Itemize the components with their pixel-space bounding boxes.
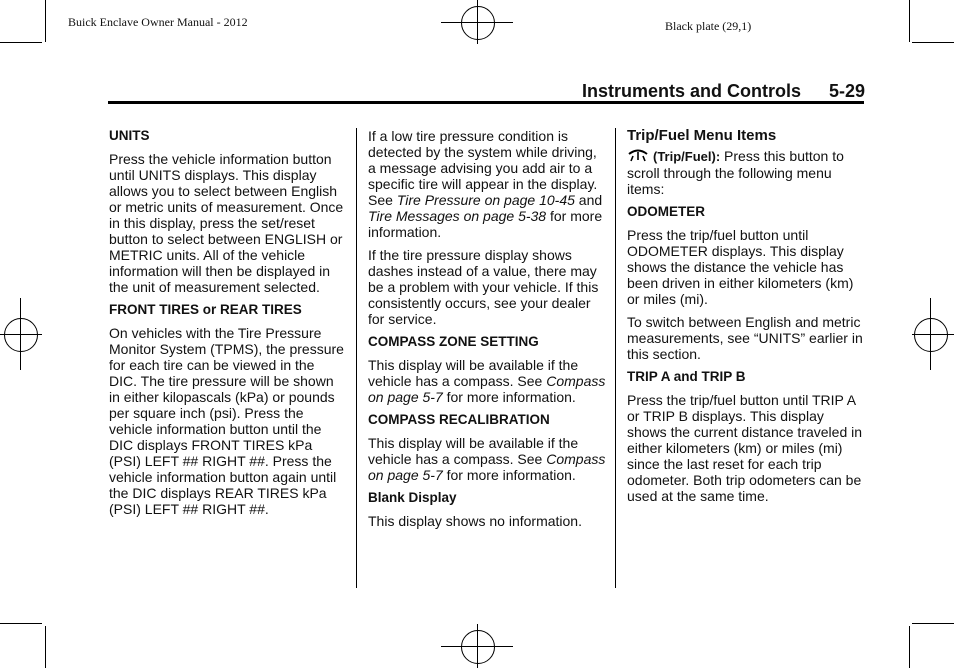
low-pressure-text: If a low tire pressure condition is detected by the system while driving, a message advising you add air to a specific tire will appear in the display. See Tire Pressure on page 10-45 and Tire Messages on page 5-38 for more information.: [368, 128, 603, 240]
compass-recal-text: This display will be available if the vehicle has a compass. See Compass on page 5-7 for more information.: [368, 435, 606, 483]
trip-fuel-heading: Trip/Fuel Menu Items: [627, 127, 777, 144]
trip-ab-heading: TRIP A and TRIP B: [627, 369, 746, 384]
section-heading: [582, 81, 865, 102]
units-switch-text: To switch between English and metric measurements, see “UNITS” earlier in this section.: [627, 314, 863, 362]
blank-display-text: This display shows no information.: [368, 513, 582, 529]
compass-link[interactable]: Compass on page 5-7: [368, 373, 606, 405]
crop-mark: [909, 626, 910, 668]
crop-mark: [909, 0, 910, 42]
column-3: [627, 128, 867, 511]
tires-text: On vehicles with the Tire Pressure Monitor System (TPMS), the pressure for each tire can be viewed in the DIC. The tire pressure will be shown in either kilopascals (kPa) or pounds per square inch (psi). Press the vehicle information button until the DIC displays FRONT TIRES kPa (PSI) LEFT ## RIGHT ##. Press the vehicle information button again until the DIC displays REAR TIRES kPa (PSI) LEFT ## RIGHT ##.: [109, 325, 344, 517]
column-2: [368, 128, 608, 536]
dashes-text: If the tire pressure display shows dashes instead of a value, there may be a problem with your vehicle. If this consistently occurs, see your dealer for service.: [368, 247, 599, 327]
tire-messages-link[interactable]: Tire Messages on page 5-38: [368, 208, 547, 224]
page-number: 5-29: [828, 81, 865, 101]
section-title: Instruments and Controls: [581, 81, 801, 101]
compass-recal-heading: COMPASS RECALIBRATION: [368, 412, 550, 427]
odometer-text: Press the trip/fuel button until ODOMETER displays. This display shows the distance the vehicle has been driven in either kilometers (km) or miles (mi).: [627, 227, 854, 307]
units-heading: UNITS: [109, 128, 150, 143]
units-text: Press the vehicle information button until UNITS displays. This display allows you to select between English or metric units of measurement. Once in this display, press the set/reset button to select between ENGLISH or METRIC units. All of the vehicle information will then be displayed in the unit of measurement selected.: [109, 151, 344, 295]
crop-mark: [912, 42, 954, 43]
column-1: [109, 128, 345, 524]
crop-mark: [45, 626, 46, 668]
trip-fuel-text: (Trip/Fuel): Press this button to scroll through the following menu items:: [627, 148, 844, 197]
crop-mark: [912, 623, 954, 624]
trip-fuel-icon: [627, 148, 649, 162]
plate-label: Black plate (29,1): [665, 19, 752, 33]
crop-mark: [45, 0, 46, 42]
header-rule: [108, 101, 864, 104]
column-divider: [615, 128, 616, 588]
tire-pressure-link[interactable]: Tire Pressure on page 10-45: [396, 192, 575, 208]
blank-display-heading: Blank Display: [368, 490, 457, 505]
trip-fuel-label: (Trip/Fuel):: [653, 149, 721, 164]
compass-zone-text: This display will be available if the vehicle has a compass. See Compass on page 5-7 for more information.: [368, 357, 606, 405]
crop-mark: [0, 623, 42, 624]
column-divider: [356, 128, 357, 588]
tires-heading: FRONT TIRES or REAR TIRES: [109, 302, 302, 317]
trip-ab-text: Press the trip/fuel button until TRIP A or TRIP B displays. This display shows the current distance traveled in either kilometers (km) or miles (mi) since the last reset for each trip odometer. Both trip odometers can be used at the same time.: [627, 392, 863, 504]
manual-title: Buick Enclave Owner Manual - 2012: [68, 15, 248, 29]
compass-zone-heading: COMPASS ZONE SETTING: [368, 334, 539, 349]
odometer-heading: ODOMETER: [627, 204, 706, 219]
crop-mark: [0, 42, 42, 43]
compass-link[interactable]: Compass on page 5-7: [368, 451, 606, 483]
